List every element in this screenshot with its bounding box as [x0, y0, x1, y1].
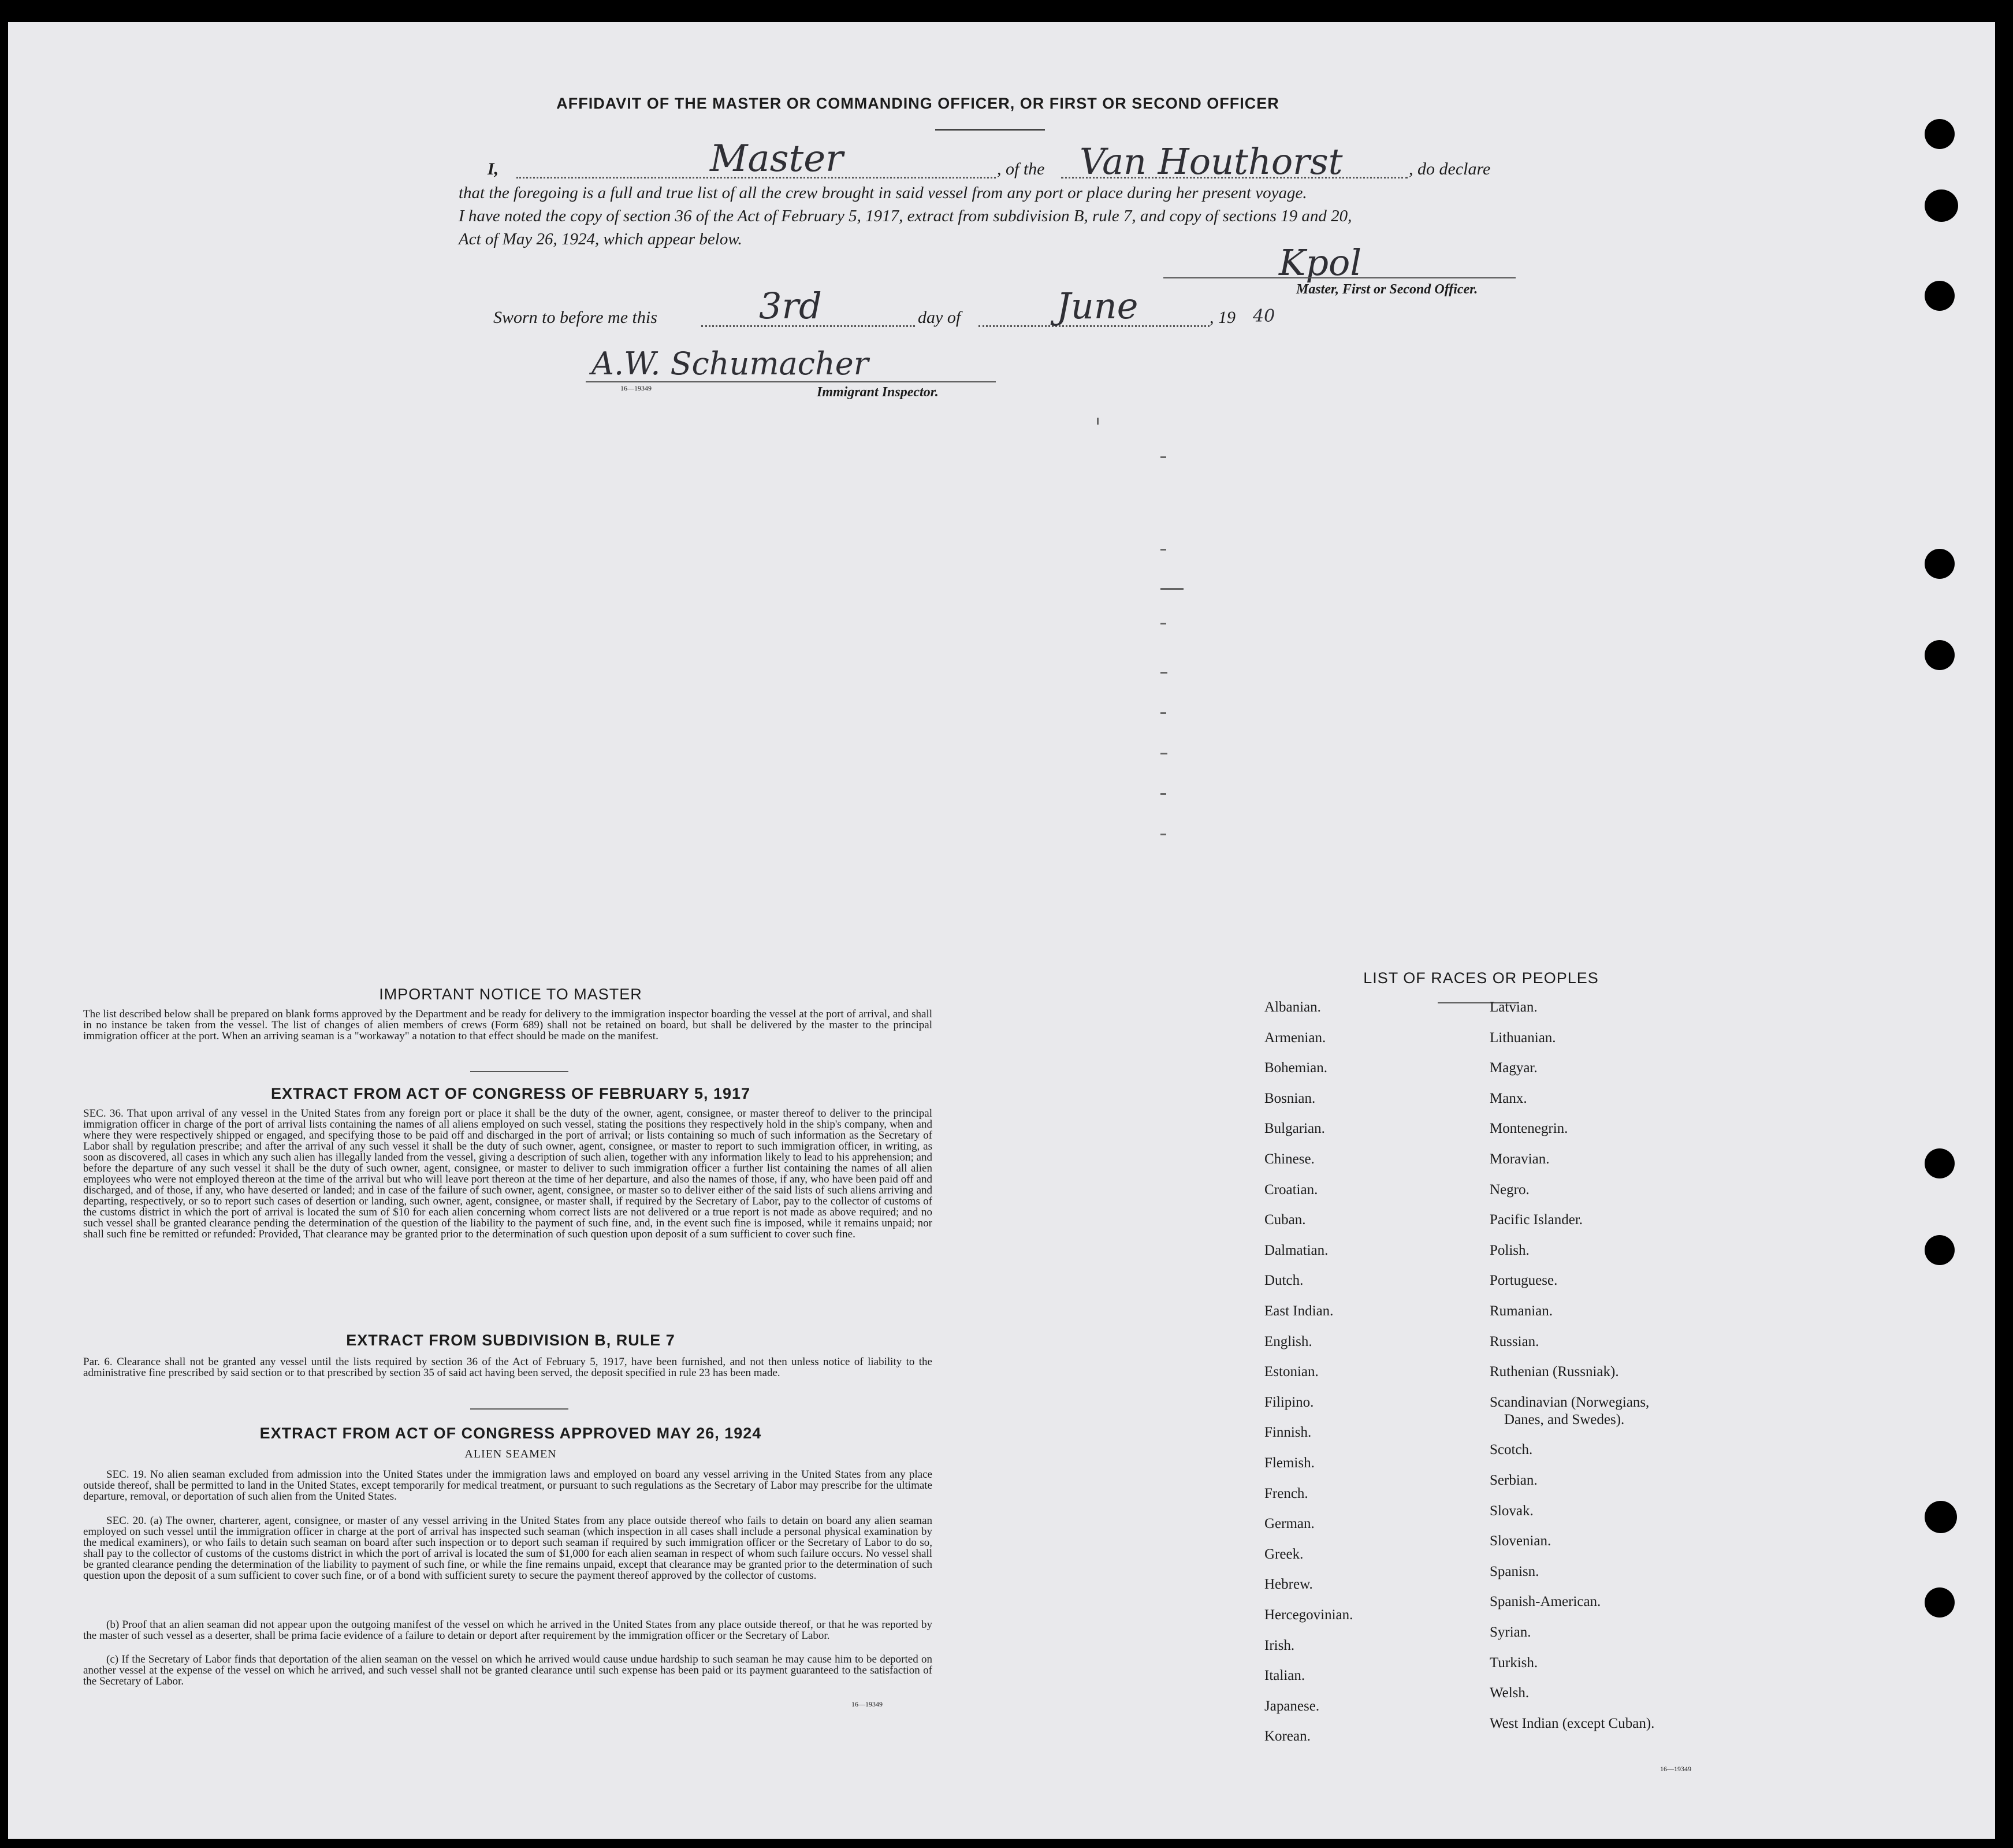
affidavit-line-2: that the foregoing is a full and true list of all the crew brought in said vessel from any port or place during her present voyage. [459, 184, 1307, 202]
race-item: Rumanian. [1490, 1303, 1553, 1319]
race-item: Welsh. [1490, 1685, 1530, 1701]
affidavit-line-4: Act of May 26, 1924, which appear below. [459, 230, 742, 248]
race-item: Chinese. [1264, 1151, 1315, 1167]
form-number-bottom-right: 16—19349 [1660, 1765, 1691, 1773]
race-item: Latvian. [1490, 999, 1538, 1015]
mark [1160, 712, 1166, 714]
extract-rule7-body: Par. 6. Clearance shall not be granted any vessel until the lists required by section 36 of the Act of February 5, 1917, have been furnished, and not then unless notice of liability to the administrative fine prescribed by said section or to that prescribed by section 35 of said act having been served, the deposit specified in rule 23 has been made. [83, 1356, 932, 1379]
month-handwritten: June [1056, 285, 1138, 327]
extract-1924-subtitle: ALIEN SEAMEN [464, 1448, 557, 1460]
punch-hole [1925, 640, 1955, 670]
day-of-label: day of [918, 308, 961, 327]
inspector-caption: Immigrant Inspector. [817, 385, 939, 400]
race-item: Russian. [1490, 1333, 1539, 1349]
mark [1160, 834, 1166, 835]
form-sheet [8, 22, 1995, 1839]
form-number-bottom-left: 16—19349 [851, 1700, 883, 1708]
i-label: I, [488, 159, 499, 179]
punch-hole [1925, 1587, 1955, 1618]
officer-signature: Kpol [1279, 241, 1362, 284]
form-number-top: 16—19349 [620, 384, 652, 392]
races-title: LIST OF RACES OR PEOPLES [1363, 969, 1599, 987]
race-item: Cuban. [1264, 1212, 1306, 1228]
race-item: Portuguese. [1490, 1273, 1558, 1289]
race-item: Croatian. [1264, 1181, 1318, 1198]
race-item: Estonian. [1264, 1364, 1319, 1380]
divider [470, 1408, 568, 1410]
race-item: Bohemian. [1264, 1060, 1328, 1076]
punch-hole [1925, 189, 1958, 222]
extract-rule7-title: EXTRACT FROM SUBDIVISION B, RULE 7 [346, 1332, 675, 1349]
sec20a-text: SEC. 20. (a) The owner, charterer, agent, consignee, or master of any vessel arriving in the United States from any place outside thereof who fails to detain on board any alien seaman employed on such vessel until the immigration officer in charge at the port of arrival has inspected such seaman (which inspection in all cases shall include a personal physical examination by the medical examiners), or who fails to detain such seaman on board after such inspection or to deport such seaman if required by such immigration officer or the Secretary of Labor to do so, shall pay to the collector of customs of the customs district in which the port of arrival is located the sum of $1,000 for each alien seaman in respect of whom such failure occurs. No vessel shall be granted clearance pending the determination of the liability to payment of such fine, or while the fine remains unpaid, except that clearance may be granted prior to the determination of such question upon the deposit of a sum sufficient to cover such fine, or of a bond with sufficient surety to secure the payment thereof approved by the collector of customs. [83, 1515, 932, 1582]
sec19-text: SEC. 19. No alien seaman excluded from admission into the United States under the immigration laws and employed on board any vessel arriving in the United States from any place outside thereof, shall be permitted to land in the United States, except temporarily for medical treatment, or pursuant to such regulations as the Secretary of Labor may prescribe for the ultimate departure, removal, or deportation of such alien from the United States. [83, 1468, 932, 1503]
rank-handwritten: Master [710, 137, 843, 180]
notice-body: The list described below shall be prepared on blank forms approved by the Department and be ready for delivery to the immigration inspector boarding the vessel at the port of arrival, and shall in no instance be taken from the vessel. The list of changes of alien members of crews (Form 689) shall not be retained on board, but shall be delivered by the master to the principal immigration officer at the port. When an arriving seaman is a "workaway" a notation to that effect should be made on the manifest. [83, 1008, 932, 1042]
punch-hole [1925, 281, 1955, 311]
race-item: Polish. [1490, 1242, 1530, 1258]
race-item: Scandinavian (Norwegians, [1490, 1394, 1650, 1410]
race-item: Spanisn. [1490, 1563, 1539, 1579]
sec20b-text: (b) Proof that an alien seaman did not appear upon the outgoing manifest of the vessel on which he arrived in the United States from any place outside thereof, or that he was reported by the master of such vessel as a deserter, shall be prima facie evidence of a failure to detain or deport after requirement by the immigration officer or the Secretary of Labor. [83, 1619, 932, 1642]
extract-1917-body: SEC. 36. That upon arrival of any vessel in the United States from any foreign port or place it shall be the duty of the owner, agent, consignee, or master thereof to deliver to the principal immigration officer in charge of the port of arrival lists containing the names of all aliens employed on such vessel, stating the positions they respectively hold in the ship's company, when and where they were respectively shipped or engaged, and specifying those to be paid off and discharged in the port of arrival; or lists containing so much of such information as the Secretary of Labor shall by regulation prescribe; and after the arrival of any such vessel it shall be the duty of such owner, agent, consignee, or master to report to such immigration officer, in writing, as soon as discovered, all cases in which any such alien has illegally landed from the vessel, giving a description of such alien, together with any information likely to lead to his apprehension; and before the departure of any such vessel it shall be the duty of such owner, agent, consignee, or master to deliver to such immigration officer a further list containing the names of all alien employees who were not employed thereon at the time of the arrival but who will leave port thereon at the time of her departure, and also the names of those, if any, who have been paid off and discharged, and of those, if any, who have deserted or landed; and in case of the failure of such owner, agent, consignee, or master so to deliver either of the said lists of such aliens arriving and departing, respectively, or so to report such cases of desertion or landing, such owner, agent, consignee, or master shall, if required by the Secretary of Labor, pay to the collector of customs of the customs district in which the port of arrival is located the sum of $10 for each alien concerning whom correct lists are not delivered or a true report is not made as above required; and no such vessel shall be granted clearance pending the determination of the question of the liability to the payment of such fine, and, in the event such fine is imposed, while it remains unpaid; nor shall such fine be remitted or refunded: Provided, That clearance may be granted prior to the determination of such question upon deposit of a sum sufficient to cover such fine. [83, 1107, 932, 1240]
race-item: Montenegrin. [1490, 1121, 1568, 1137]
race-item: Pacific Islander. [1490, 1212, 1583, 1228]
race-item: Bulgarian. [1264, 1121, 1325, 1137]
race-item: Serbian. [1490, 1473, 1538, 1488]
race-item: Irish. [1264, 1637, 1295, 1653]
mark [1160, 549, 1166, 551]
race-item: Magyar. [1490, 1060, 1538, 1076]
race-item: French. [1264, 1485, 1308, 1501]
mark [1160, 793, 1166, 795]
mark [1160, 588, 1184, 590]
officer-signature-line [1163, 277, 1516, 278]
race-item: Italian. [1264, 1668, 1305, 1684]
race-item: Bosnian. [1264, 1090, 1316, 1106]
extract-1917-title: EXTRACT FROM ACT OF CONGRESS OF FEBRUARY 5, 1917 [270, 1085, 751, 1102]
sec20c-text: (c) If the Secretary of Labor finds that deportation of the alien seaman on the vessel on which he arrived would cause undue hardship to such seaman he may cause him to be deported on another vessel at the expense of the vessel on which he arrived, and such vessel shall not be granted clearance until such expense has been paid or its payment guaranteed to the satisfaction of the Secretary of Labor. [83, 1653, 932, 1687]
race-item: Ruthenian (Russniak). [1490, 1364, 1619, 1380]
punch-hole [1925, 1501, 1957, 1533]
mark [1097, 418, 1099, 425]
race-item: Filipino. [1264, 1394, 1314, 1410]
race-item: Armenian. [1264, 1029, 1326, 1046]
mark [1160, 623, 1166, 624]
race-item: Scotch. [1490, 1442, 1533, 1458]
race-item: Greek. [1264, 1546, 1304, 1562]
race-item: Moravian. [1490, 1151, 1550, 1167]
race-item: Flemish. [1264, 1455, 1315, 1471]
race-item: Turkish. [1490, 1654, 1538, 1671]
year-prefix: , 19 [1210, 308, 1236, 327]
punch-hole [1925, 1148, 1955, 1178]
year-handwritten: 40 [1253, 306, 1275, 326]
race-item: Manx. [1490, 1090, 1527, 1106]
affidavit-line-3: I have noted the copy of section 36 of the Act of February 5, 1917, extract from subdivision B, rule 7, and copy of sections 19 and 20, [459, 207, 1352, 225]
race-item: Dalmatian. [1264, 1242, 1329, 1258]
sworn-label: Sworn to before me this [493, 308, 657, 327]
race-item: Spanish-American. [1490, 1594, 1601, 1610]
do-declare-label: , do declare [1409, 159, 1491, 179]
race-item: East Indian. [1264, 1303, 1334, 1319]
race-item: Negro. [1490, 1181, 1530, 1198]
race-item: Dutch. [1264, 1273, 1304, 1289]
race-item: Hercegovinian. [1264, 1607, 1353, 1623]
affidavit-title: AFFIDAVIT OF THE MASTER OR COMMANDING OFFICER, OR FIRST OR SECOND OFFICER [556, 95, 1279, 112]
day-handwritten: 3rd [759, 285, 822, 327]
race-item: Albanian. [1264, 999, 1321, 1015]
race-item: Danes, and Swedes). [1504, 1411, 1625, 1427]
mark [1160, 753, 1167, 754]
of-the-label: , of the [997, 159, 1045, 179]
vessel-handwritten: Van Houthorst [1080, 140, 1343, 183]
race-item: Slovenian. [1490, 1533, 1551, 1549]
race-item: German. [1264, 1516, 1315, 1532]
inspector-signature-line [586, 381, 996, 382]
race-item: West Indian (except Cuban). [1490, 1715, 1655, 1731]
race-item: Korean. [1264, 1728, 1311, 1745]
punch-hole [1925, 549, 1955, 579]
title-rule [935, 129, 1045, 131]
race-item: English. [1264, 1333, 1312, 1349]
inspector-signature: A.W. Schumacher [591, 345, 869, 382]
race-item: Syrian. [1490, 1624, 1531, 1640]
mark [1160, 456, 1166, 458]
punch-hole [1925, 119, 1955, 149]
race-item: Finnish. [1264, 1425, 1312, 1441]
race-item: Japanese. [1264, 1698, 1320, 1714]
race-item: Lithuanian. [1490, 1029, 1556, 1046]
race-item: Hebrew. [1264, 1576, 1313, 1593]
mark [1160, 672, 1167, 674]
notice-title: IMPORTANT NOTICE TO MASTER [379, 986, 642, 1003]
extract-1924-title: EXTRACT FROM ACT OF CONGRESS APPROVED MAY 26, 1924 [259, 1425, 762, 1442]
divider [470, 1071, 568, 1072]
race-item: Slovak. [1490, 1503, 1534, 1519]
punch-hole [1925, 1235, 1955, 1265]
officer-caption: Master, First or Second Officer. [1296, 282, 1478, 297]
